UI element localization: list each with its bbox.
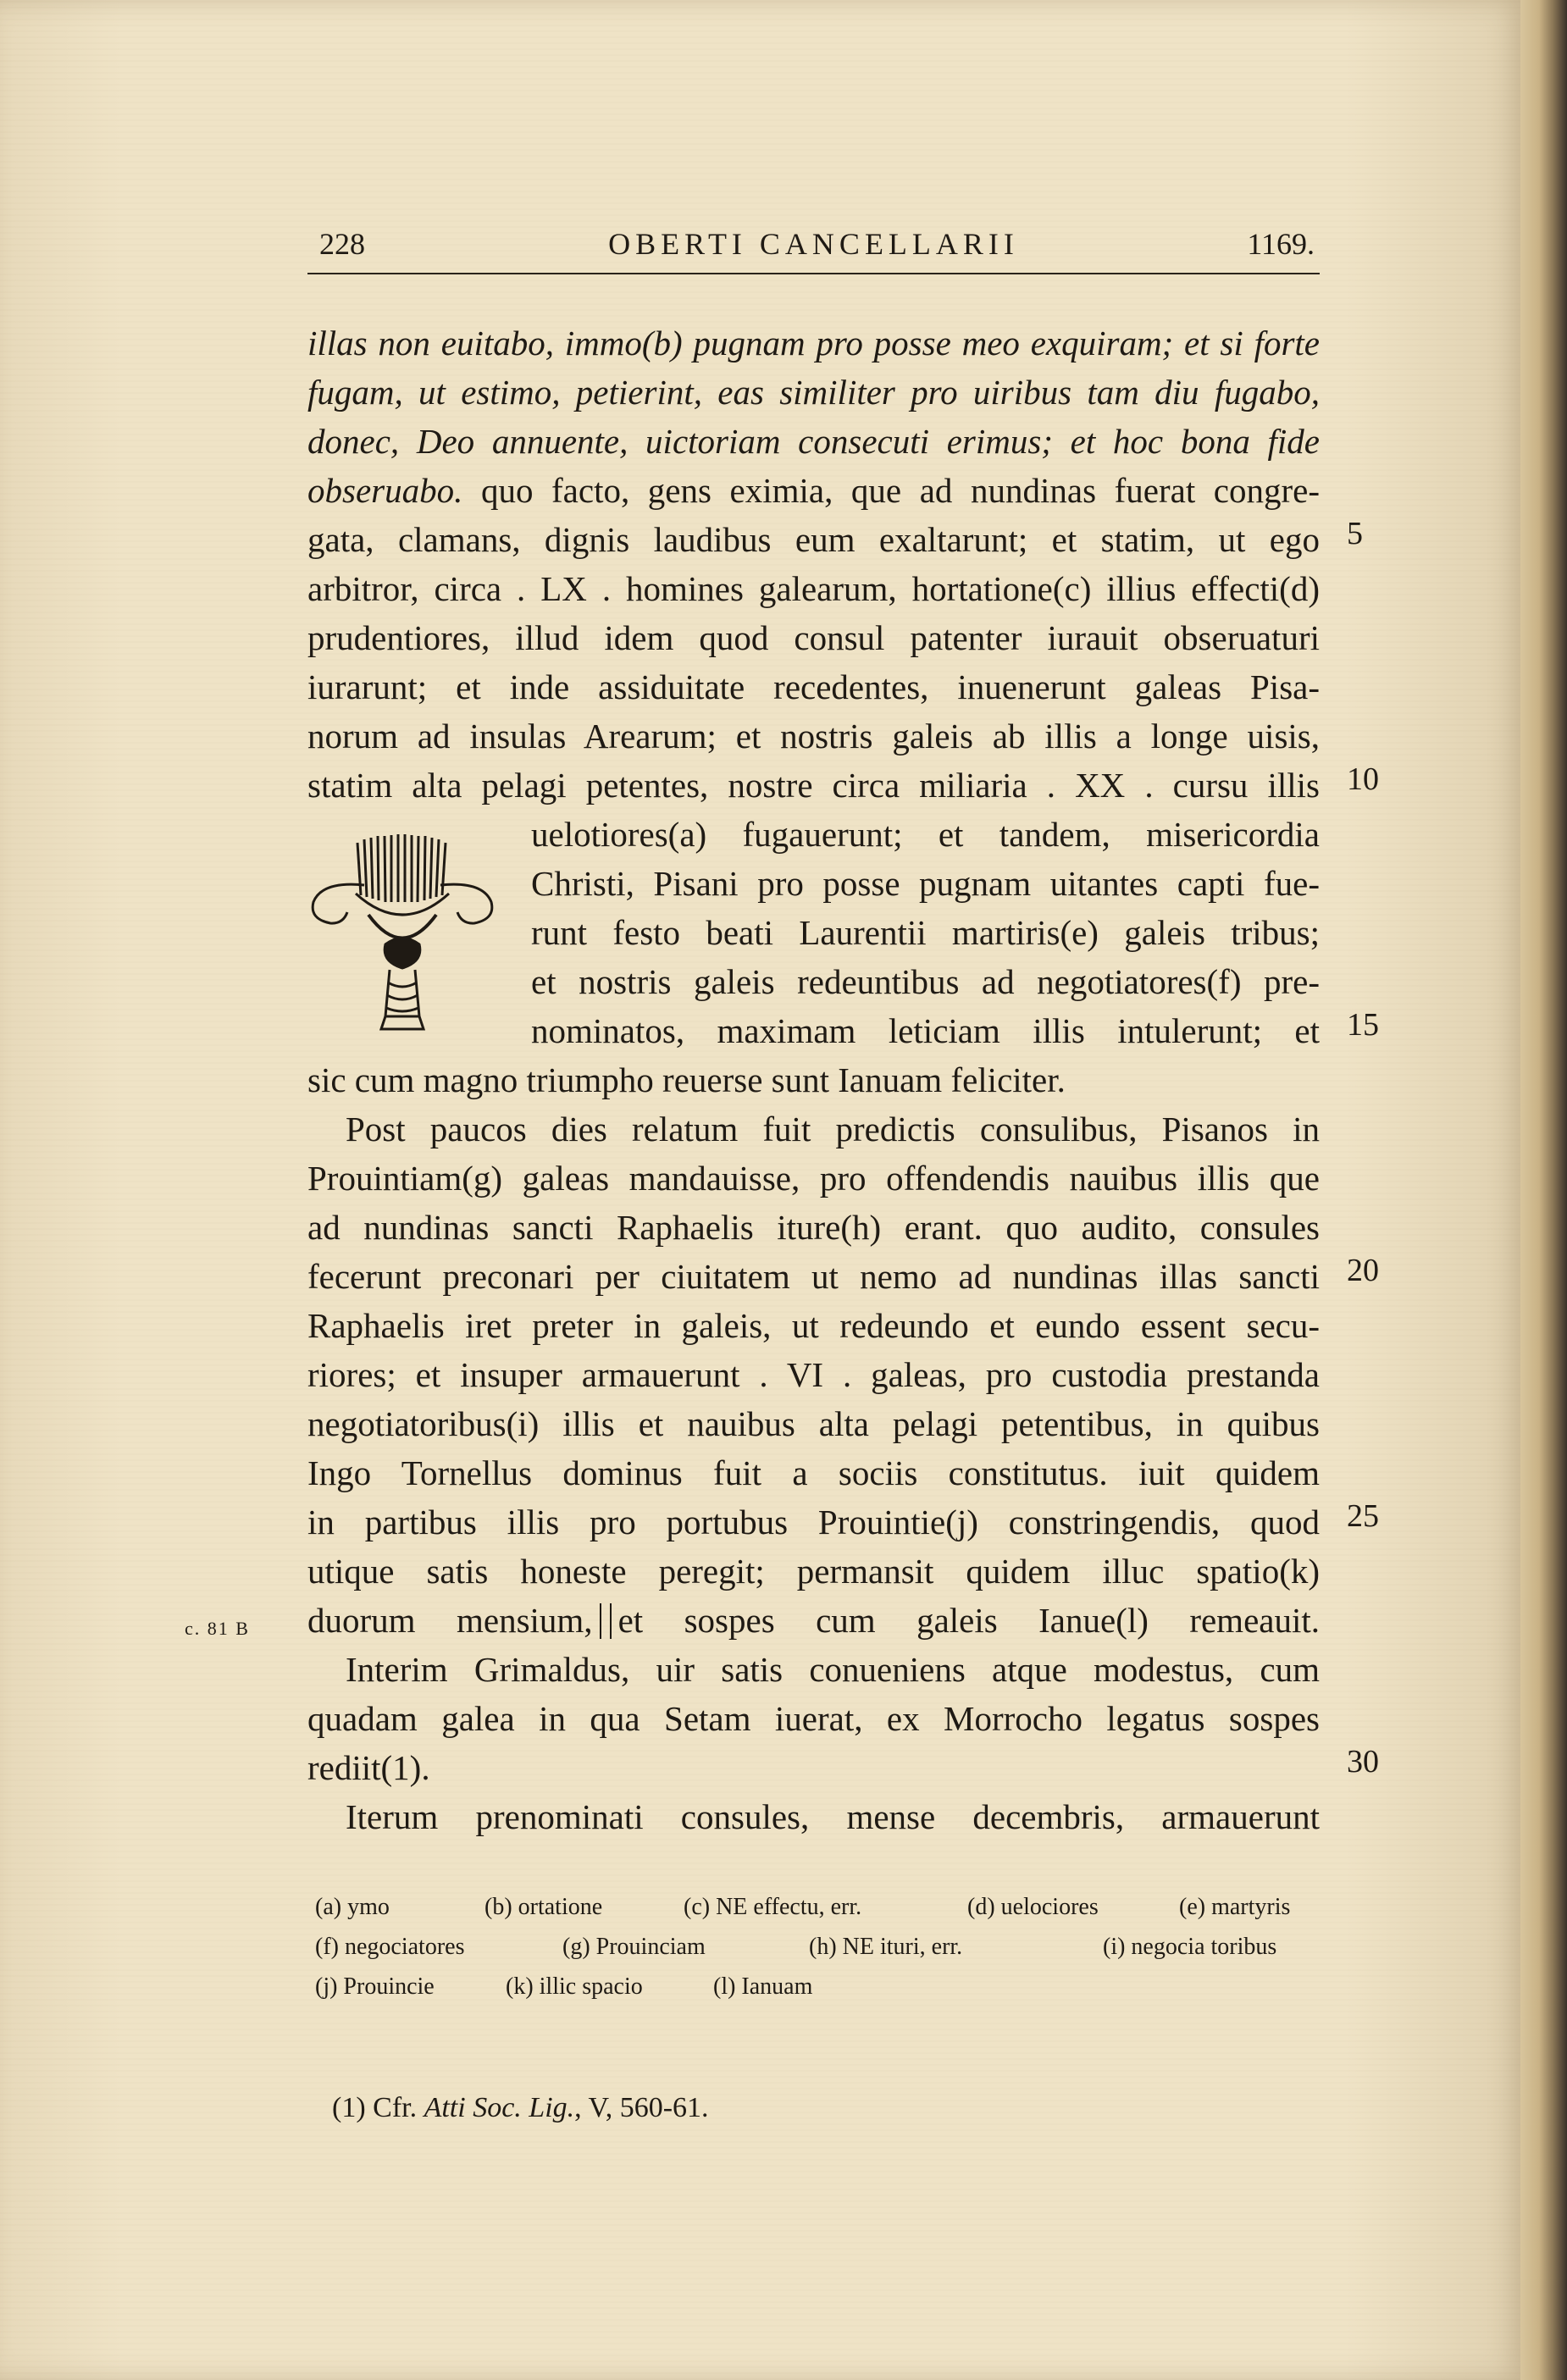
variant-note: (e) martyris	[1179, 1894, 1291, 1920]
text-line: Prouintiam(g) galeas mandauisse, pro offendendis nauibus illis que	[307, 1159, 1320, 1198]
running-title: OBERTI CANCELLARII	[608, 227, 1019, 261]
text-line: norum ad insulas Arearum; et nostris galeis ab illis a longe uisis,	[307, 717, 1320, 756]
variant-note: (d) uelociores	[967, 1894, 1099, 1920]
text-line: fecerunt preconari per ciuitatem ut nemo ad nundinas illas sancti	[307, 1257, 1320, 1296]
main-text	[307, 318, 1320, 1841]
page-number: 228	[319, 227, 365, 261]
note-row	[315, 1973, 1315, 2013]
text-line: donec, Deo annuente, uictoriam consecuti erimus; et hoc bona fide	[307, 422, 1320, 461]
line-number: 5	[1347, 516, 1363, 551]
footnote	[332, 2092, 709, 2124]
page-edge	[1520, 0, 1567, 2380]
footnote-suffix: , V, 560-61.	[574, 2092, 709, 2123]
margin-reference: c. 81 B	[185, 1618, 250, 1639]
variant-note: (c) NE effectu, err.	[684, 1894, 862, 1920]
text-line: utique satis honeste peregit; permansit quidem illuc spatio(k)	[307, 1552, 1320, 1591]
text-line: arbitror, circa . LX . homines galearum, hortatione(c) illius effecti(d)	[307, 569, 1320, 608]
footnote-title: Atti Soc. Lig.	[424, 2092, 575, 2123]
text-line: negotiatoribus(i) illis et nauibus alta pelagi petentibus, in quibus	[307, 1404, 1320, 1443]
text-line: sic cum magno triumpho reuerse sunt Ianuam feliciter.	[307, 1060, 1066, 1099]
text-line: fugam, ut estimo, petierint, eas similiter pro uiribus tam diu fugabo,	[307, 373, 1320, 412]
text-line	[307, 466, 1320, 515]
line-number: 25	[1347, 1498, 1379, 1534]
text-line: rediit(1).	[307, 1748, 430, 1787]
text-line: illas non euitabo, immo(b) pugnam pro posse meo exquiram; et si forte	[307, 324, 1320, 363]
variant-note: (i) negocia toribus	[1103, 1934, 1277, 1960]
text-line: Post paucos dies relatum fuit predictis consulibus, Pisanos in	[346, 1110, 1320, 1148]
running-year: 1169.	[1247, 227, 1315, 261]
text-line: Ingo Tornellus dominus fuit a sociis constitutus. iuit quidem	[307, 1453, 1320, 1492]
text-line: iurarunt; et inde assiduitate recedentes, inuenerunt galeas Pisa-	[307, 667, 1320, 706]
text-line: statim alta pelagi petentes, nostre circa miliaria . XX . cursu illis	[307, 766, 1320, 805]
text-italic-segment: obseruabo.	[307, 471, 463, 510]
text-line: Interim Grimaldus, uir satis conueniens atque modestus, cum	[346, 1650, 1320, 1689]
line-number: 20	[1347, 1253, 1379, 1288]
text-segment: duorum mensium,	[307, 1601, 593, 1640]
variant-note: (j) Prouincie	[315, 1973, 435, 2000]
text-line: quadam galea in qua Setam iuerat, ex Morrocho legatus sospes	[307, 1699, 1320, 1738]
variant-notes	[315, 1894, 1315, 2013]
text-line: Raphaelis iret preter in galeis, ut redeundo et eundo essent secu-	[307, 1306, 1320, 1345]
text-line: gata, clamans, dignis laudibus eum exaltarunt; et statim, ut ego	[307, 520, 1320, 559]
text-line: et nostris galeis redeuntibus ad negotiatores(f) pre-	[531, 962, 1320, 1001]
note-row	[315, 1934, 1315, 1973]
variant-note: (f) negociatores	[315, 1934, 465, 1960]
variant-note: (g) Prouinciam	[562, 1934, 706, 1960]
text-line: in partibus illis pro portubus Prouintie(j) constringendis, quod	[307, 1503, 1320, 1541]
line-number: 30	[1347, 1744, 1379, 1779]
variant-note: (a) ymo	[315, 1894, 390, 1920]
text-line: nominatos, maximam leticiam illis intulerunt; et	[531, 1011, 1320, 1050]
text-line: riores; et insuper armauerunt . VI . galeas, pro custodia prestanda	[307, 1355, 1320, 1394]
folio-divider	[600, 1603, 612, 1639]
note-row	[315, 1894, 1315, 1934]
variant-note: (h) NE ituri, err.	[809, 1934, 963, 1960]
text-line: Iterum prenominati consules, mense decembris, armauerunt	[346, 1797, 1320, 1836]
text-line: prudentiores, illud idem quod consul patenter iurauit obseruaturi	[307, 618, 1320, 657]
text-line: Christi, Pisani pro posse pugnam uitantes capti fue-	[531, 864, 1320, 903]
text-segment: et sospes cum galeis Ianue(l) remeauit.	[617, 1601, 1321, 1640]
running-head	[307, 222, 1320, 274]
footnote-prefix: (1) Cfr.	[332, 2092, 418, 2123]
line-number: 10	[1347, 761, 1379, 797]
variant-note: (l) Ianuam	[713, 1973, 813, 2000]
variant-note: (k) illic spacio	[506, 1973, 643, 2000]
text-line: runt festo beati Laurentii martiris(e) galeis tribus;	[531, 913, 1320, 952]
variant-note: (b) ortatione	[484, 1894, 603, 1920]
text-line	[307, 1596, 1320, 1645]
text-line: uelotiores(a) fugauerunt; et tandem, misericordia	[531, 815, 1320, 854]
text-segment: quo facto, gens eximia, que ad nundinas fuerat congre-	[462, 471, 1320, 510]
line-number: 15	[1347, 1007, 1379, 1043]
text-line: ad nundinas sancti Raphaelis iture(h) erant. quo audito, consules	[307, 1208, 1320, 1247]
